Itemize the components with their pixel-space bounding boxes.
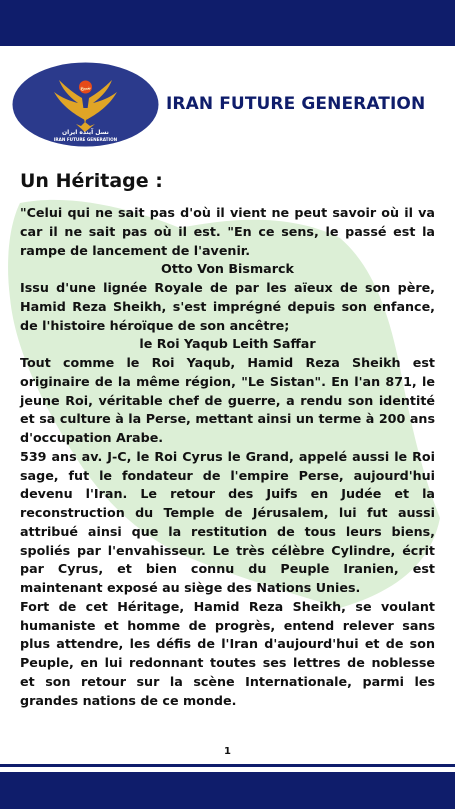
page-number: 1 (224, 746, 231, 757)
section-heading: Un Héritage : (20, 170, 163, 192)
top-banner (0, 0, 455, 46)
svg-text:شیخ: شیخ (80, 85, 91, 92)
brand-title: IRAN FUTURE GENERATION (166, 94, 426, 114)
article-body (20, 204, 435, 710)
bottom-banner (0, 772, 455, 809)
heritage-paragraph: Fort de cet Héritage, Hamid Reza Sheikh, se voulant humaniste et homme de progrès, entend relever sans plus attendre, les défis de l'Iran d'aujourd'hui et de son Peuple, en lui redonnant toutes ses lettres de noblesse et son retour sur la scène Internationale, parmi les grandes nations de ce monde. (20, 598, 435, 708)
cyrus-paragraph: 539 ans av. J-C, le Roi Cyrus le Grand, appelé aussi le Roi sage, fut le fondateur de l'empire Perse, aujourd'hui devenu l'Iran. Le retour des Juifs en Judée et la reconstruction du Temple de Jérusalem, lui fut aussi attribué ainsi que la restitution de tous leurs biens, spoliés par l'envahisseur. Le très célèbre Cylindre, écrit par Cyrus, et bien connu du Peuple Iranien, est maintenant exposé au siège des Nations Unies. (20, 448, 435, 595)
svg-text:IRAN FUTURE GENERATION: IRAN FUTURE GENERATION (53, 137, 118, 142)
ancestor-name: le Roi Yaqub Leith Saffar (139, 336, 316, 352)
svg-text:نسل آینده ایران: نسل آینده ایران (62, 129, 109, 136)
footer-divider (0, 764, 455, 767)
lineage-paragraph: Issu d'une lignée Royale de par les aïeux de son père, Hamid Reza Sheikh, s'est imprégné depuis son enfance, de l'histoire héroïque de son ancêtre; (20, 280, 435, 333)
quote-paragraph: "Celui qui ne sait pas d'où il vient ne peut savoir où il va car il ne sait pas où il est. "En ce sens, le passé est la rampe de lancement de l'avenir. (20, 205, 435, 258)
iran-future-generation-logo (12, 62, 159, 147)
quote-attribution: Otto Von Bismarck (161, 261, 294, 277)
sistan-paragraph: Tout comme le Roi Yaqub, Hamid Reza Sheikh est originaire de la même région, "Le Sistan". En l'an 871, le jeune Roi, véritable chef de guerre, a rendu son identité et sa culture à la Perse, mettant ainsi un terme à 200 ans d'occupation Arabe. (20, 355, 435, 445)
